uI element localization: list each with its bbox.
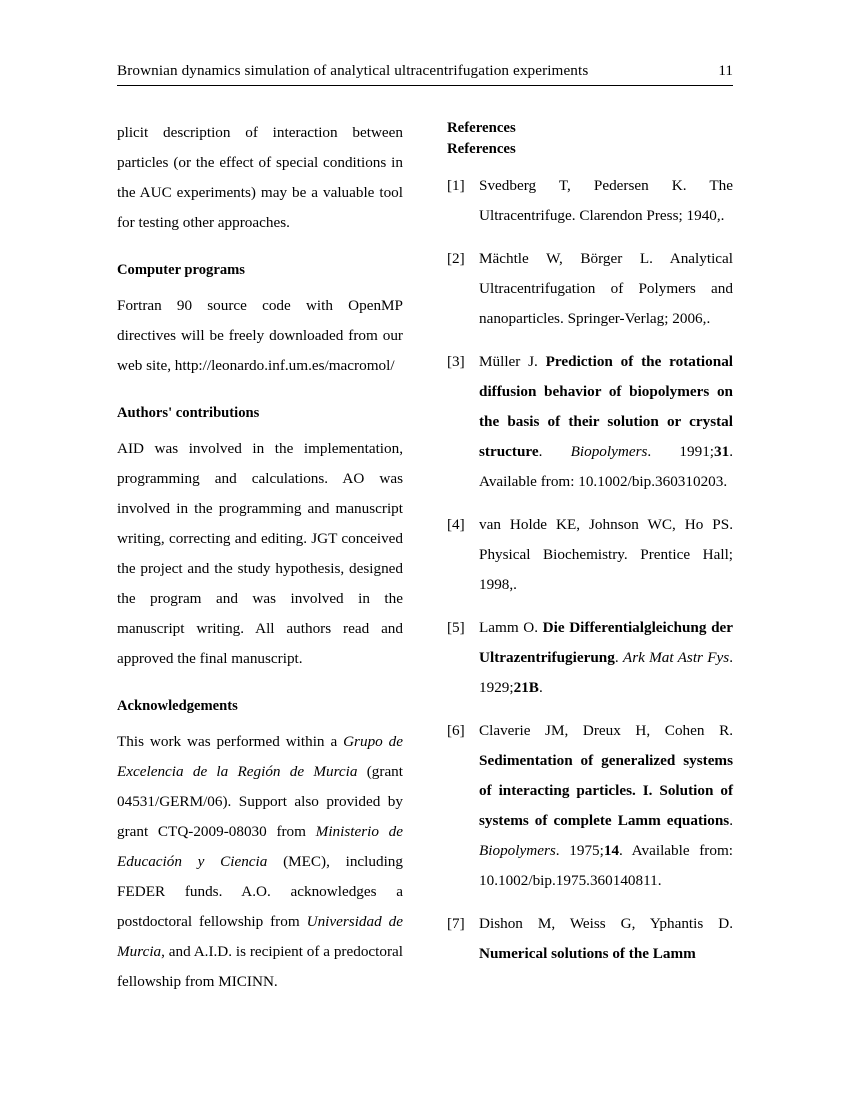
reference-journal: Biopolymers <box>479 842 556 859</box>
reference-doi: Available from: 10.1002/bip.360310203. <box>479 473 728 490</box>
continued-paragraph: plicit description of interaction between particles (or the effect of special conditions in the AUC experiments) may be a valuable tool for testing other approaches. <box>117 124 403 231</box>
reference-text <box>479 915 733 962</box>
spacer <box>117 387 403 398</box>
reference-journal: Ark Mat Astr Fys <box>622 649 730 666</box>
reference-authors: Müller J. <box>479 353 538 370</box>
reference-item <box>447 613 733 703</box>
reference-volume: 21B <box>513 679 539 696</box>
reference-item <box>447 347 733 497</box>
spacer <box>117 680 403 691</box>
reference-item <box>447 716 733 896</box>
reference-text: Müller J. Prediction of the rotational diffusion behavior of biopolymers on the basis of their solution or crystal structure. Biopolymers. 1991;31. Available from: 10.1002/bip.360310203. <box>479 353 734 490</box>
reference-item <box>447 510 733 600</box>
reference-label: [4] <box>447 516 465 533</box>
reference-title: The Ultracentrifuge. <box>479 177 733 224</box>
page-title: Brownian dynamics simulation of analytical ultracentrifugation experiments <box>117 62 589 79</box>
italic-phrase: Grupo de Excelencia de la Región de Murcia <box>117 733 403 780</box>
left-column <box>117 118 403 1003</box>
reference-title: Prediction of the rotational diffusion behavior of biopolymers on the basis of their solution or crystal structure <box>479 353 734 460</box>
reference-year: 1991; <box>679 443 715 460</box>
reference-label: [7] <box>447 915 465 932</box>
reference-title: Numerical solutions of the Lamm <box>479 945 696 962</box>
reference-title: Die Differentialgleichung der Ultrazentrifugierung <box>479 619 733 666</box>
section-body-acknowledgements: This work was performed within a Grupo de Excelencia de la Región de Murcia (grant 04531/GERM/06). Support also provided by grant CTQ-2009-08030 from Ministerio de Educación y Ciencia (MEC), including FEDER funds. A.O. acknowledges a postdoctoral fellowship from Universidad de Murcia, and A.I.D. is recipient of a predoctoral fellowship from MICINN. <box>117 733 404 990</box>
reference-authors: Dishon M, Weiss G, Yphantis D. <box>479 915 733 932</box>
references-heading-primary: References <box>447 120 516 136</box>
reference-text: Lamm O. Die Differentialgleichung der Ultrazentrifugierung. Ark Mat Astr Fys. 1929;21B. <box>479 619 733 696</box>
reference-authors: Svedberg T, Pedersen K. <box>479 177 687 194</box>
reference-item <box>447 909 733 969</box>
section-heading-computer-programs: Computer programs <box>117 262 245 278</box>
reference-text <box>479 250 733 327</box>
reference-year: 1975; <box>569 842 604 859</box>
reference-text: Claverie JM, Dreux H, Cohen R. Sedimentation of generalized systems of interacting particles. I. Solution of systems of complete Lamm equations. Biopolymers. 1975;14. Available from: 10.1002/bip.1975.360140811. <box>479 722 733 889</box>
reference-title: Analytical Ultracentrifugation of Polymers and nanoparticles. <box>479 250 733 327</box>
reference-label: [1] <box>447 177 465 194</box>
italic-phrase: Universidad de Murcia <box>117 913 404 960</box>
reference-text <box>479 516 733 593</box>
references-heading-duplicate: References <box>447 140 516 157</box>
reference-publisher: Clarendon Press; 1940,. <box>579 207 725 224</box>
reference-publisher: Prentice Hall; 1998,. <box>479 546 734 593</box>
reference-title: Physical Biochemistry. <box>479 546 628 563</box>
two-column-body <box>117 118 733 1003</box>
reference-label: [6] <box>447 722 465 739</box>
reference-label: [2] <box>447 250 465 267</box>
reference-item <box>447 244 733 334</box>
section-heading-authors-contributions: Authors' contributions <box>117 405 260 421</box>
reference-authors: Claverie JM, Dreux H, Cohen R. <box>479 722 733 739</box>
reference-journal: Biopolymers <box>570 443 648 460</box>
reference-authors: Lamm O. <box>479 619 539 636</box>
section-body-computer-programs: Fortran 90 source code with OpenMP directives will be freely downloaded from our web site, http://leonardo.inf.um.es/macromol/ <box>117 297 403 374</box>
section-heading-acknowledgements: Acknowledgements <box>117 698 238 714</box>
reference-year: 1929; <box>479 679 514 696</box>
spacer <box>117 244 403 255</box>
reference-label: [3] <box>447 353 465 370</box>
running-header <box>117 62 733 86</box>
page-number: 11 <box>718 62 733 79</box>
reference-item <box>447 171 733 231</box>
reference-publisher: Springer-Verlag; 2006,. <box>567 310 711 327</box>
reference-volume: 31 <box>714 443 730 460</box>
reference-doi: Available from: 10.1002/bip.1975.360140811. <box>479 842 733 889</box>
reference-title: Sedimentation of generalized systems of interacting particles. I. Solution of systems of complete Lamm equations <box>479 752 733 829</box>
reference-authors: van Holde KE, Johnson WC, Ho PS. <box>479 516 733 533</box>
reference-text <box>479 177 733 224</box>
reference-authors: Mächtle W, Börger L. <box>479 250 653 267</box>
section-body-authors-contributions: AID was involved in the implementation, programming and calculations. AO was involved in the programming and manuscript writing, correcting and editing. JGT conceived the project and the study hypothesis, designed the program and was involved in the manuscript writing. All authors read and approved the final manuscript. <box>117 440 403 667</box>
right-column <box>447 118 733 1003</box>
reference-label: [5] <box>447 619 465 636</box>
italic-phrase: Ministerio de Educación y Ciencia <box>117 823 403 870</box>
reference-list <box>447 171 733 969</box>
reference-volume: 14 <box>603 842 620 859</box>
